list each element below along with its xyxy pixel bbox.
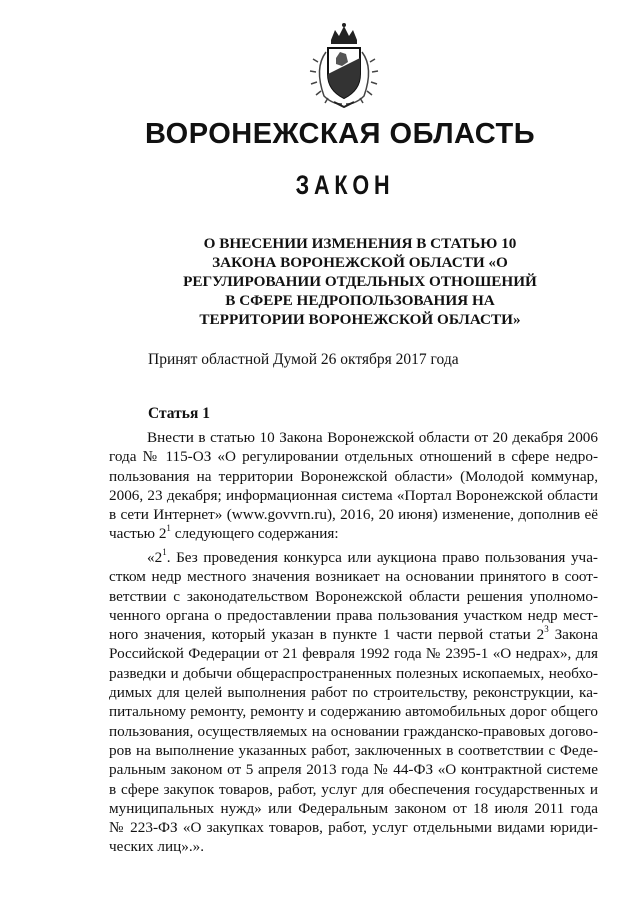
text-line: ческих лиц».». <box>109 838 205 856</box>
law-title-line: ЗАКОНА ВОРОНЕЖСКОЙ ОБЛАСТИ «О <box>212 254 508 271</box>
text-fragment: частью 2 <box>109 525 167 543</box>
voronezh-coat-of-arms-emblem <box>306 22 382 108</box>
text-fragment: «2 <box>147 549 163 566</box>
text-line: пользования, осуществляемых на основании гражданско-правовых догово- <box>109 722 598 740</box>
text-line: 2006, 23 декабря; информационная система «Портал Воронежской области <box>109 486 598 504</box>
text-line: в сети Интернет» (www.govvrn.ru), 2016, 20 июня) изменение, дополнив её <box>109 506 598 524</box>
text-line: в сфере закупок товаров, работ, услуг для обеспечения государственных и <box>109 780 598 798</box>
text-line <box>109 548 598 567</box>
law-title-line: РЕГУЛИРОВАНИИ ОТДЕЛЬНЫХ ОТНОШЕНИЙ <box>183 273 537 290</box>
text-line <box>109 625 598 644</box>
text-fragment: . Без проведения конкурса или аукциона право пользования уча- <box>166 549 598 566</box>
text-line: ченного органа о предоставлении права пользования участком недр мест- <box>109 606 598 624</box>
text-line <box>109 524 598 543</box>
text-line: ветствии с законодательством Воронежской области решения уполномо- <box>109 587 598 605</box>
text-line: разведки и добычи общераспространенных полезных ископаемых, необхо- <box>109 664 598 682</box>
article-heading: Статья 1 <box>148 405 210 422</box>
document-type-heading: ЗАКОН <box>295 170 395 200</box>
text-line: года № 115-ОЗ «О регулировании отдельных отношений в сфере недро- <box>109 448 598 466</box>
text-line: № 223-ФЗ «О закупках товаров, работ, услуг отдельными видами юриди- <box>109 819 598 837</box>
text-line: ров на выполнение указанных работ, заключенных в соответствии с Феде- <box>109 741 598 759</box>
text-line: димых для целей выполнения работ по строительству, реконструкции, ка- <box>109 684 598 702</box>
article-quote-paragraph <box>109 548 598 857</box>
superscript: 3 <box>544 624 549 635</box>
text-line: Российской Федерации от 21 февраля 1992 года № 2395-1 «О недрах», для <box>109 645 598 663</box>
region-name-heading: ВОРОНЕЖСКАЯ ОБЛАСТЬ <box>144 118 536 150</box>
text-line: пользования на территории Воронежской области» (Молодой коммунар, <box>109 467 598 485</box>
text-line: муниципальных нужд» или Федеральным законом от 18 июля 2011 года <box>109 799 598 817</box>
superscript: 1 <box>162 547 167 557</box>
text-line: ральным законом от 5 апреля 2013 года № 44-ФЗ «О контрактной системе <box>109 761 598 779</box>
superscript: 1 <box>166 523 171 534</box>
law-title-line: О ВНЕСЕНИИ ИЗМЕНЕНИЯ В СТАТЬЮ 10 <box>203 235 517 252</box>
adoption-date-text: Принят областной Думой 26 октября 2017 года <box>148 351 459 368</box>
text-line: питальному ремонту, ремонту и содержанию автомобильных дорог общего <box>109 703 598 721</box>
article-intro-paragraph <box>109 428 598 544</box>
law-title-line: ТЕРРИТОРИИ ВОРОНЕЖСКОЙ ОБЛАСТИ» <box>199 311 521 328</box>
text-line: Внести в статью 10 Закона Воронежской области от 20 декабря 2006 <box>147 429 598 446</box>
law-title-line: В СФЕРЕ НЕДРОПОЛЬЗОВАНИЯ НА <box>225 292 495 309</box>
text-fragment: ного значения, который указан в пункте 1 части первой статьи 2 <box>109 626 545 644</box>
text-fragment: Закона <box>548 626 598 644</box>
text-fragment: следующего содержания: <box>170 525 339 543</box>
law-title <box>150 234 570 329</box>
text-line: стком недр местного значения возникает на основании принятого в соот- <box>109 568 598 586</box>
